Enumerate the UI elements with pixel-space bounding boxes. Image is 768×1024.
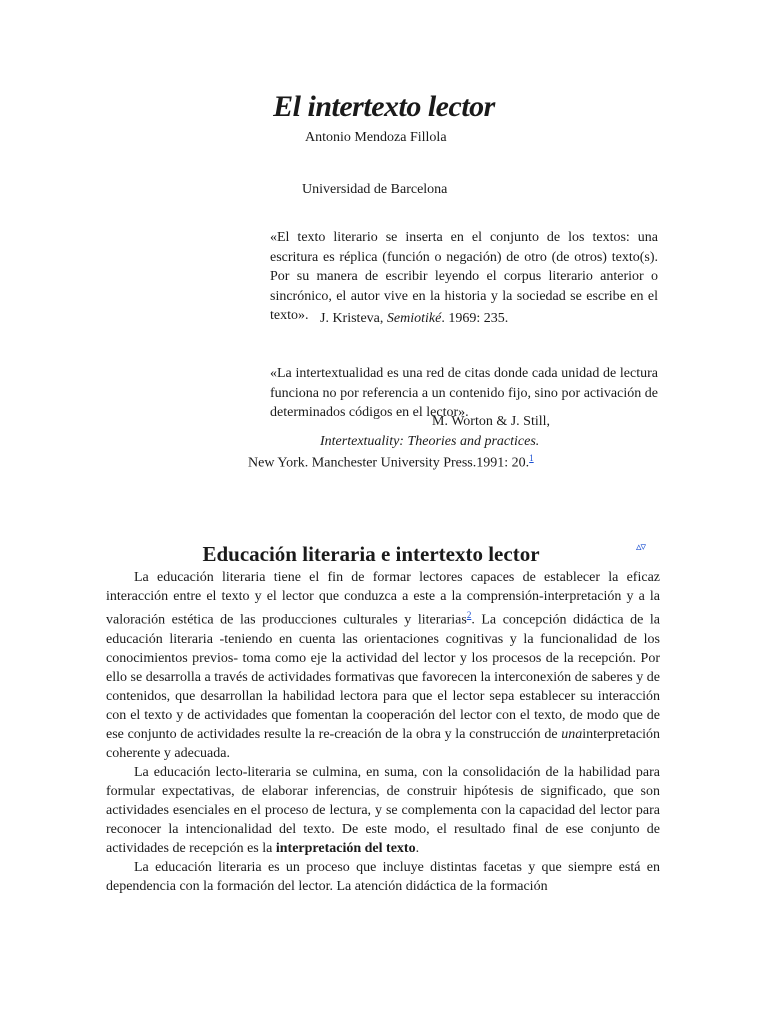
epigraph-worton-citation-title: Intertextuality: Theories and practices. [320, 434, 540, 449]
citation-author: J. Kristeva, [320, 311, 387, 326]
epigraph-worton-still: «La intertextualidad es una red de citas donde cada unidad de lectura funciona no por referencia a un contenido fijo, sino por activación de determinados códigos en el lector». [270, 366, 658, 420]
epigraph-kristeva-citation [320, 311, 508, 327]
paragraph-2-strong: interpretación del texto [275, 840, 416, 856]
epigraph-worton-citation-authors: M. Worton & J. Still, [432, 414, 551, 429]
paragraph-3: La educación literaria es un proceso que incluye distintas facetas y que siempre está en dependencia con la formación del lector. La atención didáctica de la formación [106, 859, 660, 894]
author-name: Antonio Mendoza Fillola [305, 130, 447, 145]
paragraph-1-text-a: La educación literaria tiene el fin de formar lectores capaces de establecer la eficaz interacción entre el texto y el lector que conduzca a este a la comprensión-interpretación y a la valoración estética de las producciones culturales y literarias [106, 570, 660, 628]
citation-year: . 1969: 235. [441, 311, 509, 326]
paragraph-1-text-c: interpretación coherente y adecuada. [106, 726, 660, 761]
citation-publisher: New York. Manchester University Press.1991: 20. [248, 455, 530, 471]
author-affiliation: Universidad de Barcelona [302, 182, 448, 197]
section-nav-arrows[interactable]: ▵▿ [636, 540, 646, 553]
section-heading: Educación literaria e intertexto lector [202, 542, 540, 566]
paragraph-1-emphasis: una [561, 726, 583, 742]
epigraph-kristeva: «El texto literario se inserta en el conjunto de los textos: una escritura es réplica (función o negación) de otro (de otros) texto(s). Por su manera de escribir leyendo el corpus literario anterior o sincrónico, el autor vive en la historia y la sociedad se escribe en el texto». [270, 230, 658, 323]
footnote-link-2[interactable]: 2 [466, 610, 472, 620]
paragraph-2-text-b: . [415, 840, 420, 856]
section-body [106, 568, 660, 896]
document-title: El intertexto lector [273, 90, 495, 123]
paragraph-2 [106, 763, 660, 858]
epigraph-worton-citation-publisher [248, 453, 534, 472]
footnote-link-1[interactable]: 1 [529, 453, 534, 463]
paragraph-2-text-a: La educación lecto-literaria se culmina, en suma, con la consolidación de la habilidad para formular expectativas, de elaborar inferencias, de construir hipótesis de significado, que son actividades esenciales en el proceso de lectura, y se complementa con la capacidad del lector para reconocer la intencionalidad del texto. De este modo, el resultado final de ese conjunto de actividades de recepción es la [106, 764, 660, 856]
paragraph-1-text-b: . La concepción didáctica de la educación literaria -teniendo en cuenta las orientaciones cognitivas y la funcionalidad de los conocimientos previos- toma como eje la actividad del lector y los procesos de la recepción. Por ello se desarrolla a través de actividades formativas que favorecen la interconexión de saberes y de contenidos, que desarrollan la habilidad lectora para que el lector sepa establecer su interacción con el texto y de actividades que fomentan la cooperación del lector con el texto, de modo que de ese conjunto de actividades resulte la re-creación de la obra y la construcción de [106, 612, 660, 742]
citation-work: Semiotiké [386, 311, 442, 326]
paragraph-1 [106, 568, 660, 763]
